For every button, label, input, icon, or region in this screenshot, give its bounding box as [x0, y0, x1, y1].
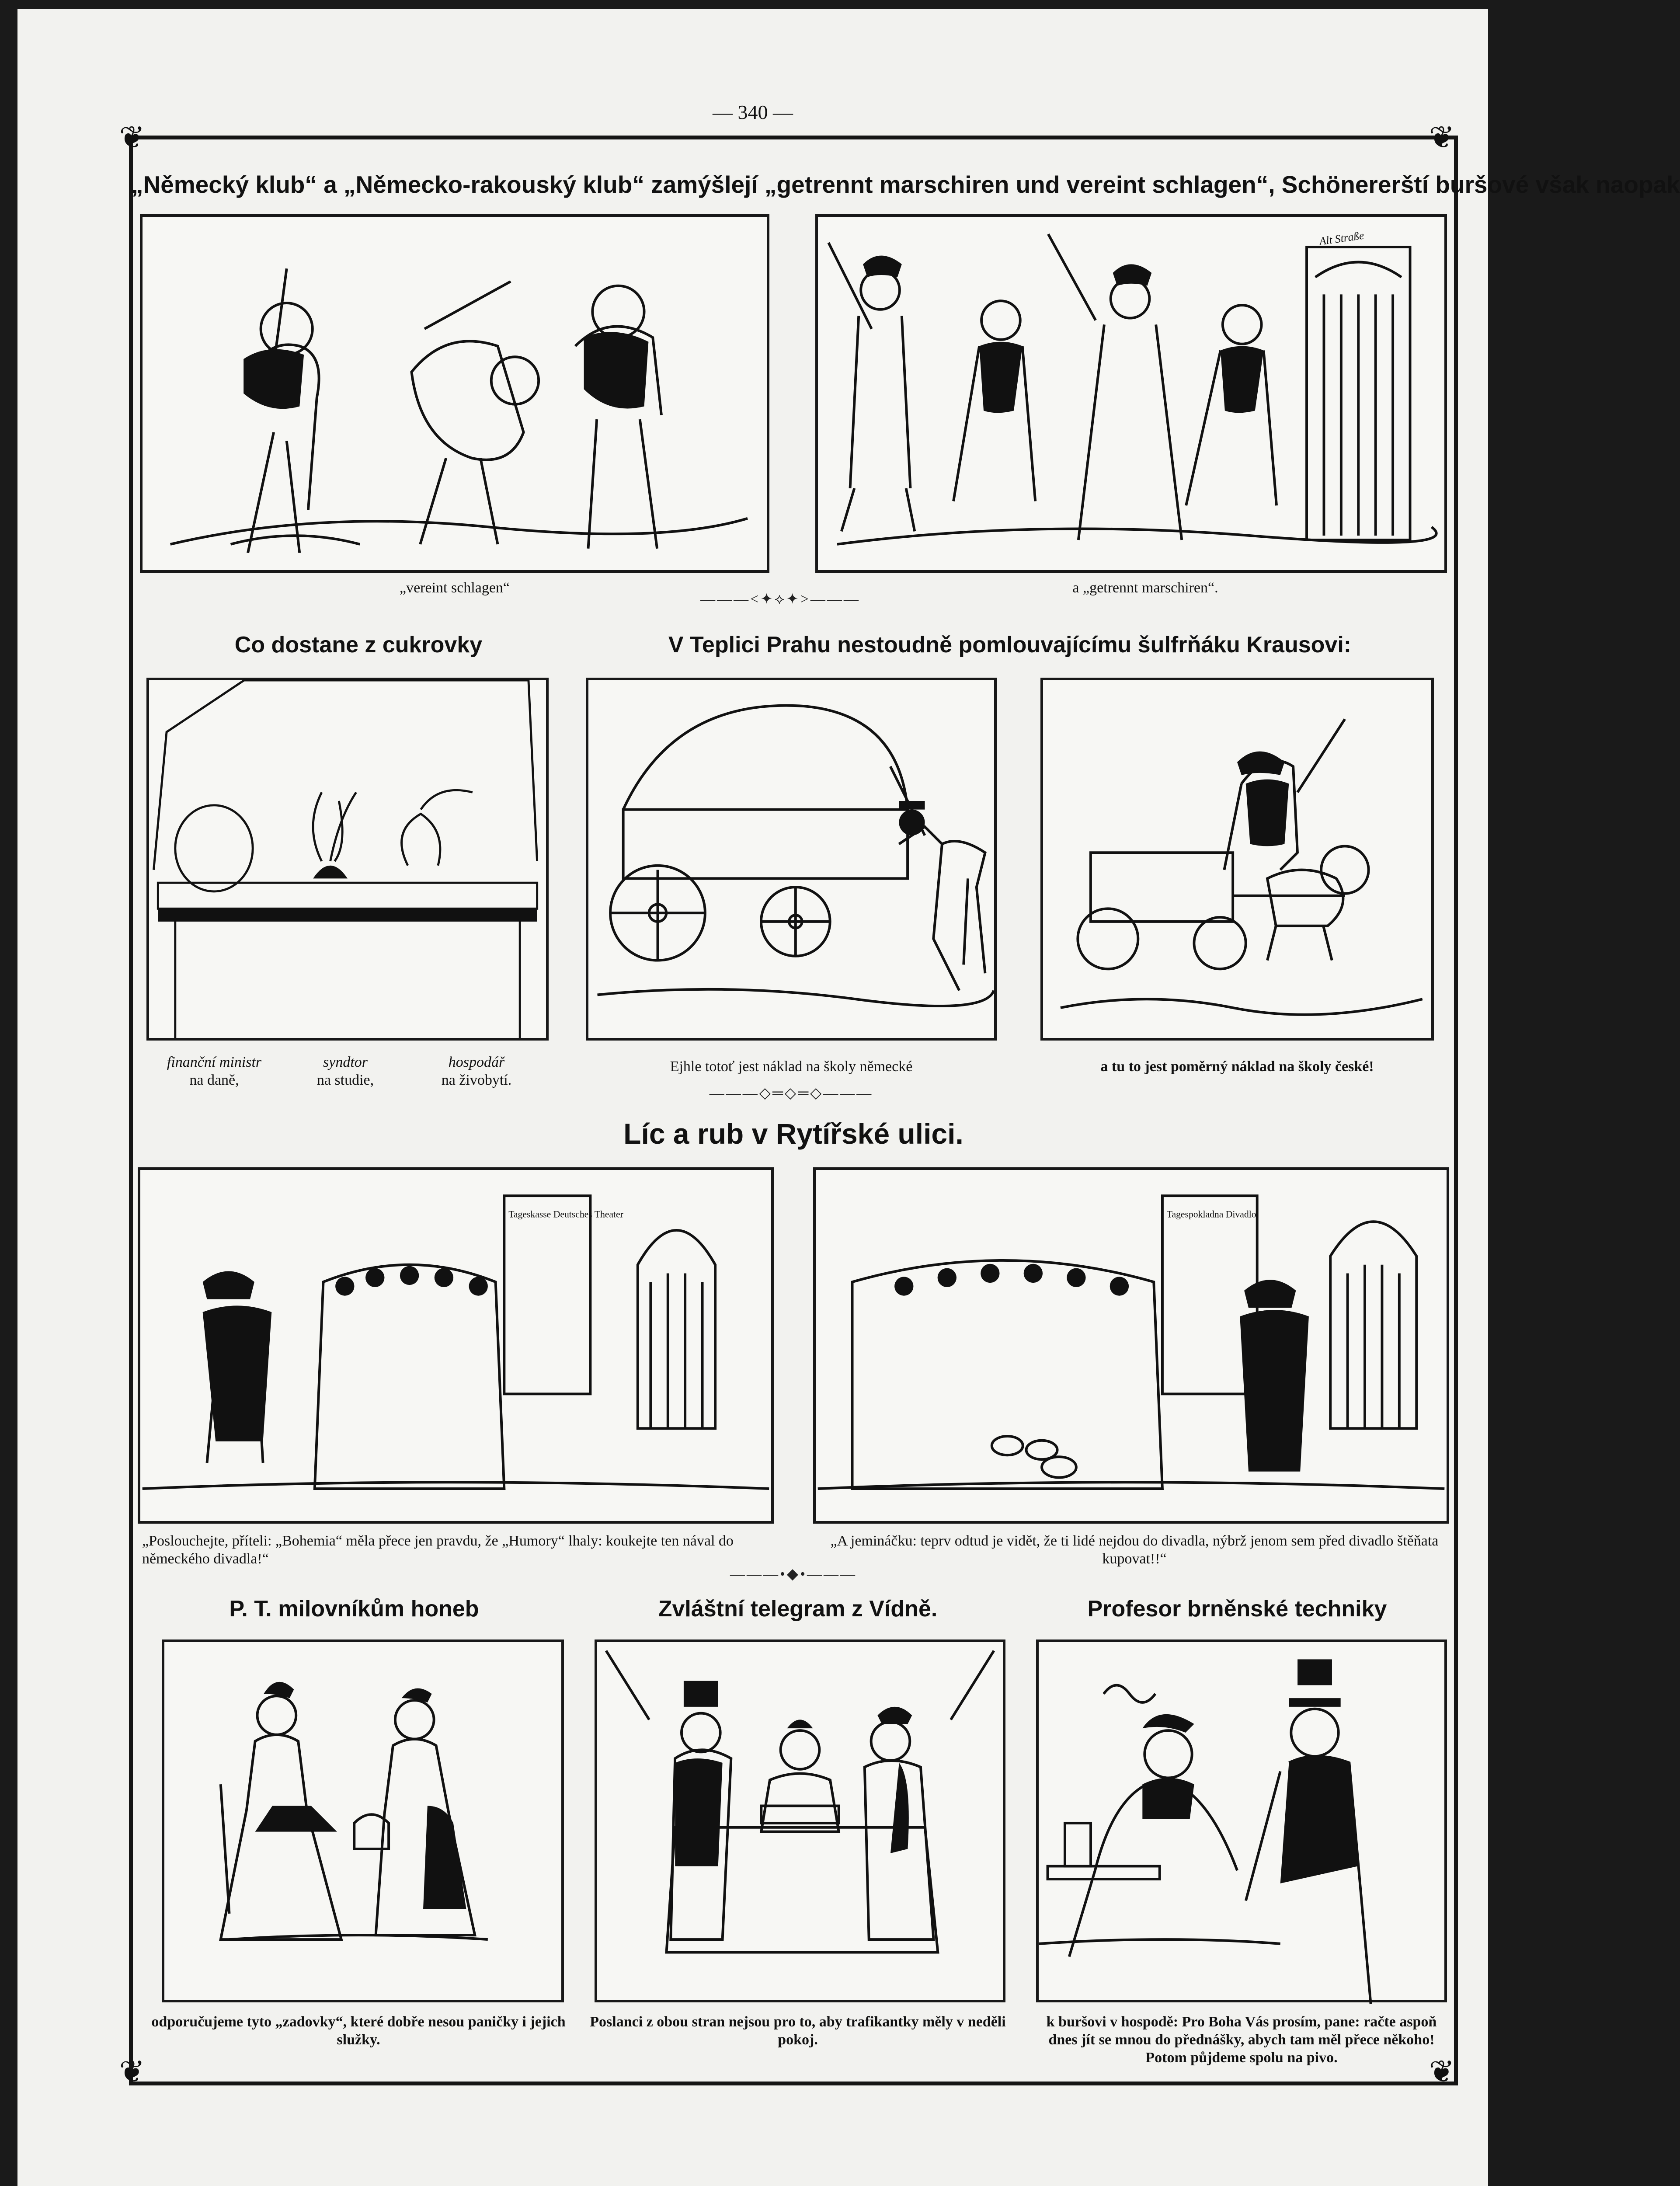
caption-role-minister: finanční ministr — [167, 1054, 262, 1070]
cartoon-wagon-illustration — [588, 680, 994, 1038]
czech-theatre-sign: Tagespokladna Divadlo — [1166, 1209, 1256, 1220]
caption-vereint-schlagen: „vereint schlagen“ — [399, 580, 510, 596]
cartoon-tavern-illustration — [1039, 1642, 1444, 2000]
cartoon-kiosk-illustration — [597, 1642, 1003, 2000]
corner-ornament-top-right-icon: ❦ — [1429, 121, 1455, 155]
newspaper-page — [17, 9, 1680, 2186]
corner-ornament-top-left-icon: ❦ — [119, 121, 145, 155]
caption-role-student: syndtor — [323, 1054, 368, 1070]
cartoon-march-illustration — [818, 217, 1444, 570]
dog-market-caption: „A jemináčku: teprv odtud je vidět, že ti lidé nejdou do divadla, nýbrž jenom sem před divadlo štěňata kupovat!!“ — [830, 1533, 1439, 1567]
caption-col-farmer — [411, 1054, 542, 1090]
hunting-caption: odporučujeme tyto „zadovky“, které dobře nesou paničky i jejich služky. — [151, 2014, 566, 2048]
street-sign-text: Alt Straße — [1318, 229, 1365, 248]
caption-col-minister — [149, 1054, 280, 1090]
corner-ornament-bottom-left-icon: ❦ — [119, 2055, 145, 2089]
cartoon-getrennt-marschiren — [815, 214, 1447, 573]
cartoon-czech-schools — [1040, 678, 1434, 1041]
cartoon-telegram — [595, 1640, 1005, 2002]
cartoon-vereint-schlagen — [140, 214, 769, 573]
cartoon-table-illustration — [149, 680, 546, 1038]
cartoon-cukrovka — [146, 678, 549, 1041]
caption-what-farmer: na živobytí. — [441, 1072, 512, 1088]
hunting-title: P. T. milovníkům honeb — [229, 1596, 479, 1622]
german-schools-caption: Ejhle totoť jest náklad na školy německé — [670, 1058, 913, 1075]
cartoon-professor — [1036, 1640, 1447, 2002]
cartoon-hunting — [162, 1640, 564, 2002]
czech-schools-caption: a tu to jest poměrný náklad na školy české! — [1100, 1058, 1374, 1075]
divider-ornament-3: ———•◆•——— — [730, 1566, 857, 1582]
cartoon-crowd-left-illustration — [140, 1170, 771, 1521]
telegram-caption: Poslanci z obou stran nejsou pro to, aby trafikantky měly v neděli pokoj. — [590, 2014, 1006, 2048]
caption-role-farmer: hospodář — [448, 1054, 505, 1070]
divider-ornament-2: ———◇═◇═◇——— — [709, 1085, 873, 1101]
cukrovka-title: Co dostane z cukrovky — [234, 632, 483, 658]
divider-ornament-1: ———<✦⟡✦>——— — [700, 591, 860, 607]
caption-getrennt-marschiren: a „getrennt marschiren“. — [1072, 580, 1218, 596]
caption-col-student — [280, 1054, 411, 1090]
professor-caption: k buršovi v hospodě: Pro Boha Vás prosím, pane: račte aspoň dnes jít se mnou do přednášky, abych tam měl přece někoho! Potom půjdeme spolu na pivo. — [1046, 2014, 1437, 2066]
cartoon-fight-illustration — [143, 217, 767, 570]
telegram-title: Zvláštní telegram z Vídně. — [658, 1596, 938, 1622]
corner-ornament-bottom-right-icon: ❦ — [1429, 2055, 1455, 2089]
section1-title: „Německý klub“ a „Německo-rakouský klub“ zamýšlejí „getrennt marschiren und vereint schlagen“, Schönererští buršové však naopak — [131, 171, 1680, 198]
professor-title: Profesor brněnské techniky — [1087, 1596, 1387, 1622]
german-theatre-caption: „Poslouchejte, příteli: „Bohemia“ měla přece jen pravdu, že „Humory“ lhaly: koukejte ten nával do německého divadla!“ — [142, 1533, 734, 1567]
ryt-title: Líc a rub v Rytířské ulici. — [623, 1117, 963, 1150]
cartoon-german-theatre — [138, 1167, 774, 1524]
teplice-title: V Teplici Prahu nestoudně pomlouvajícímu šulfrňáku Krausovi: — [668, 632, 1352, 658]
cukrovka-caption — [149, 1054, 551, 1089]
cartoon-dogcart-illustration — [1043, 680, 1431, 1038]
cartoon-german-schools — [586, 678, 997, 1041]
caption-what-student: na studie, — [317, 1072, 374, 1088]
cartoon-crowd-right-illustration — [816, 1170, 1447, 1521]
german-theatre-sign: Tageskasse Deutsches Theater — [508, 1209, 623, 1220]
page-number: — 340 — — [713, 101, 793, 123]
cartoon-dog-market — [813, 1167, 1449, 1524]
caption-what-minister: na daně, — [189, 1072, 239, 1088]
cartoon-ladies-illustration — [164, 1642, 561, 2000]
